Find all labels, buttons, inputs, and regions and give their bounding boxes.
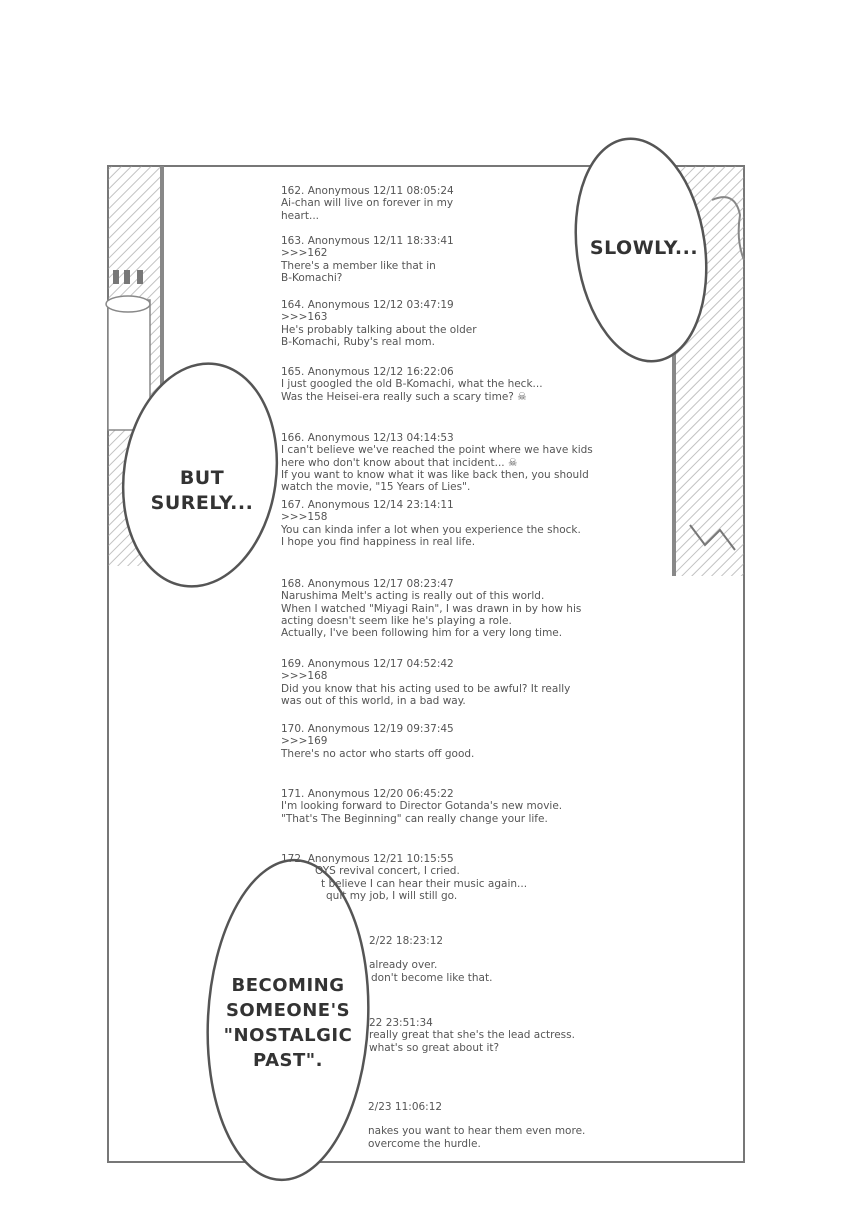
post-line: OYS revival concert, I cried. <box>315 865 460 878</box>
post-line: nakes you want to hear them even more. <box>368 1125 586 1138</box>
bubble-text-slowly: SLOWLY... <box>589 237 699 259</box>
post-line: I'm looking forward to Director Gotanda's new movie. <box>281 800 563 813</box>
post-line: Narushima Melt's acting is really out of this world. <box>281 590 545 603</box>
post-line: here who don't know about that incident... ☠ <box>281 456 518 469</box>
post-line: B-Komachi, Ruby's real mom. <box>281 335 435 348</box>
post-line: quit my job, I will still go. <box>326 889 458 902</box>
forum-post-168 <box>281 578 581 639</box>
post-line: There's a member like that in <box>281 259 436 272</box>
forum-post-164 <box>281 299 477 348</box>
post-line: Ai-chan will live on forever in my <box>281 197 454 210</box>
post-header: 168. Anonymous 12/17 08:23:47 <box>281 578 454 590</box>
post-header: 166. Anonymous 12/13 04:14:53 <box>281 432 454 444</box>
post-line: I can't believe we've reached the point where we have kids <box>281 444 593 457</box>
forum-post-partial-174 <box>369 1017 575 1054</box>
post-header: 165. Anonymous 12/12 16:22:06 <box>281 366 454 378</box>
post-line: don't become like that. <box>371 971 493 984</box>
forum-post-partial-173 <box>369 935 492 984</box>
post-line: watch the movie, "15 Years of Lies". <box>281 481 471 494</box>
post-line: You can kinda infer a lot when you experience the shock. <box>281 523 581 536</box>
post-header: 170. Anonymous 12/19 09:37:45 <box>281 723 454 735</box>
post-line: >>>162 <box>281 247 328 260</box>
post-line: He's probably talking about the older <box>281 323 477 336</box>
post-line: >>>168 <box>281 670 328 683</box>
post-header: 2/22 18:23:12 <box>369 935 444 947</box>
post-line: Did you know that his acting used to be awful? It really <box>281 682 571 695</box>
forum-post-162 <box>281 185 454 222</box>
post-line: >>>163 <box>281 311 328 324</box>
bubble-text-surely: BUT SURELY... <box>150 467 254 514</box>
bubble-text-becoming: BECOMING SOMEONE'S "NOSTALGIC PAST". <box>223 975 353 1071</box>
forum-post-166 <box>281 432 593 493</box>
post-header: 172. Anonymous 12/21 10:15:55 <box>281 853 454 865</box>
post-header: 171. Anonymous 12/20 06:45:22 <box>281 788 454 800</box>
post-line: acting doesn't seem like he's playing a role. <box>281 614 512 627</box>
post-line: heart... <box>281 209 319 222</box>
forum-post-167 <box>281 499 581 548</box>
post-line: >>>169 <box>281 735 328 748</box>
forum-post-170 <box>281 723 474 760</box>
post-header: 169. Anonymous 12/17 04:52:42 <box>281 658 454 670</box>
post-header: 22 23:51:34 <box>369 1017 433 1029</box>
post-line: If you want to know what it was like back then, you should <box>281 468 589 481</box>
forum-post-163 <box>281 235 454 284</box>
post-header: 167. Anonymous 12/14 23:14:11 <box>281 499 454 511</box>
post-line: >>>158 <box>281 511 328 524</box>
post-line: I just googled the old B-Komachi, what the heck... <box>281 378 543 391</box>
post-line: When I watched "Miyagi Rain", I was drawn in by how his <box>281 602 582 615</box>
post-header: 162. Anonymous 12/11 08:05:24 <box>281 185 454 197</box>
post-line: overcome the hurdle. <box>368 1137 481 1150</box>
forum-post-partial-175 <box>368 1101 585 1150</box>
post-line: There's no actor who starts off good. <box>281 747 475 760</box>
forum-post-169 <box>281 658 570 707</box>
forum-post-172 <box>281 853 527 902</box>
post-line: really great that she's the lead actress. <box>369 1029 575 1042</box>
forum-post-165 <box>281 366 543 403</box>
post-line: t believe I can hear their music again... <box>321 877 528 890</box>
post-header: 164. Anonymous 12/12 03:47:19 <box>281 299 454 311</box>
post-line: B-Komachi? <box>281 271 343 284</box>
post-line: Was the Heisei-era really such a scary time? ☠ <box>281 390 527 403</box>
post-header: 2/23 11:06:12 <box>368 1101 443 1113</box>
post-line: was out of this world, in a bad way. <box>281 694 466 707</box>
post-line: Actually, I've been following him for a very long time. <box>281 627 563 640</box>
post-header: 163. Anonymous 12/11 18:33:41 <box>281 235 454 247</box>
post-line: "That's The Beginning" can really change your life. <box>281 812 548 825</box>
post-line: what's so great about it? <box>369 1041 500 1054</box>
post-line: already over. <box>369 959 438 972</box>
forum-post-171 <box>281 788 562 825</box>
post-line: I hope you find happiness in real life. <box>281 535 476 548</box>
